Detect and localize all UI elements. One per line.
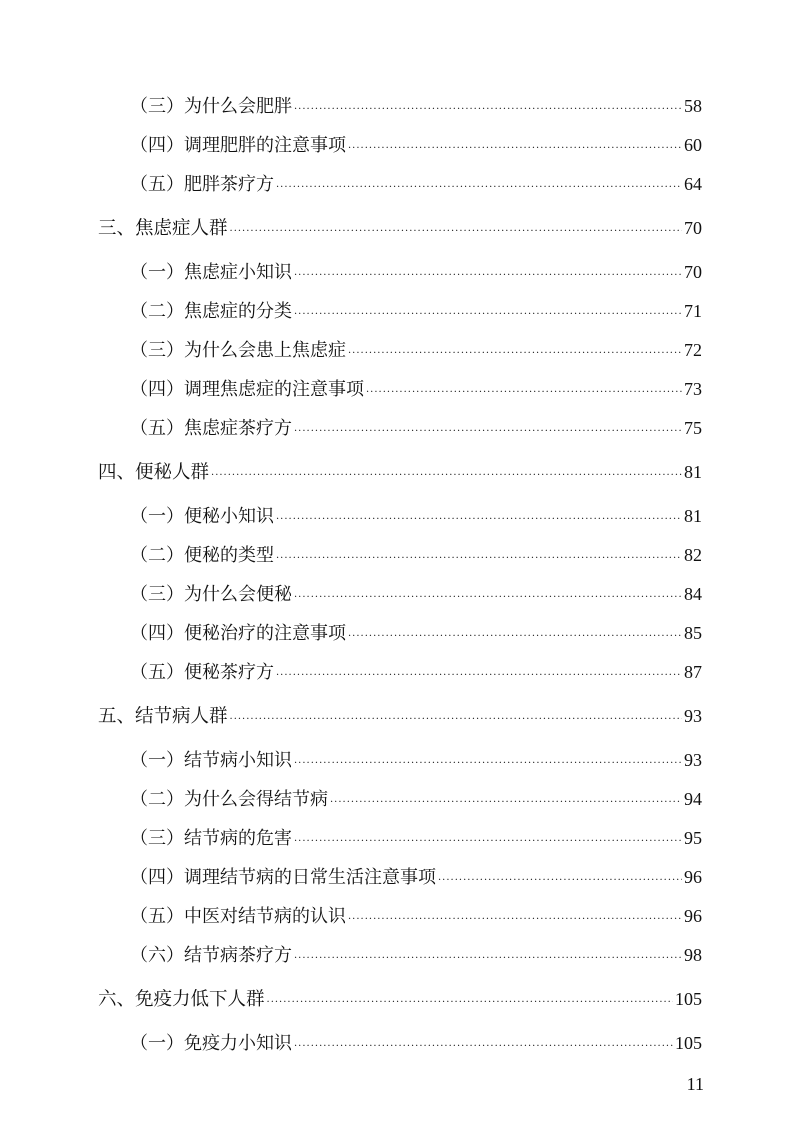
toc-entry-page: 87 xyxy=(684,662,702,682)
toc-chapter-entry[interactable] xyxy=(98,213,702,243)
toc-entry-title: （二）焦虑症的分类 xyxy=(130,301,292,322)
leader-dots xyxy=(348,134,682,164)
toc-entry-page: 71 xyxy=(684,301,702,321)
toc-entry[interactable] xyxy=(130,413,702,443)
leader-dots xyxy=(348,905,682,935)
toc-entry-title: （六）结节病茶疗方 xyxy=(130,945,292,966)
toc-chapter-title: 四、便秘人群 xyxy=(98,462,210,483)
leader-dots xyxy=(294,417,682,447)
toc-entry[interactable] xyxy=(130,91,702,121)
toc-entry-page: 70 xyxy=(684,218,702,238)
toc-entry-title: （四）调理结节病的日常生活注意事项 xyxy=(130,867,436,888)
leader-dots xyxy=(276,173,682,203)
toc-entry[interactable] xyxy=(130,940,702,970)
leader-dots xyxy=(294,300,682,330)
toc-entry-page: 96 xyxy=(684,906,702,926)
toc-entry[interactable] xyxy=(130,784,702,814)
toc-chapter-entry[interactable] xyxy=(98,457,702,487)
toc-entry-page: 105 xyxy=(675,989,702,1009)
leader-dots xyxy=(294,1032,673,1062)
leader-dots xyxy=(294,583,682,613)
toc-entry-page: 98 xyxy=(684,945,702,965)
toc-entry-page: 84 xyxy=(684,584,702,604)
toc-entry[interactable] xyxy=(130,901,702,931)
toc-entry-title: （三）为什么会便秘 xyxy=(130,584,292,605)
toc-entry-page: 64 xyxy=(684,174,702,194)
toc-entry[interactable] xyxy=(130,501,702,531)
leader-dots xyxy=(294,261,682,291)
leader-dots xyxy=(294,944,682,974)
leader-dots xyxy=(330,788,682,818)
toc-entry[interactable] xyxy=(130,335,702,365)
toc-entry[interactable] xyxy=(130,257,702,287)
leader-dots xyxy=(348,622,682,652)
leader-dots xyxy=(294,95,682,125)
toc-entry[interactable] xyxy=(130,579,702,609)
toc-entry-title: （三）为什么会肥胖 xyxy=(130,96,292,117)
toc-entry-title: （五）肥胖茶疗方 xyxy=(130,174,274,195)
toc-entry-title: （二）为什么会得结节病 xyxy=(130,789,328,810)
toc-entry-title: （四）便秘治疗的注意事项 xyxy=(130,623,346,644)
leader-dots xyxy=(294,749,682,779)
toc-entry-title: （四）调理肥胖的注意事项 xyxy=(130,135,346,156)
leader-dots xyxy=(267,988,673,1018)
toc-entry-page: 105 xyxy=(675,1033,702,1053)
leader-dots xyxy=(230,705,682,735)
toc-entry-page: 94 xyxy=(684,789,702,809)
toc-entry-page: 85 xyxy=(684,623,702,643)
toc-entry[interactable] xyxy=(130,745,702,775)
toc-entry-page: 96 xyxy=(684,867,702,887)
leader-dots xyxy=(294,827,682,857)
toc-entry-title: （五）便秘茶疗方 xyxy=(130,662,274,683)
toc-entry-title: （五）焦虑症茶疗方 xyxy=(130,418,292,439)
toc-entry-page: 75 xyxy=(684,418,702,438)
toc-entry-title: （一）结节病小知识 xyxy=(130,750,292,771)
leader-dots xyxy=(366,378,682,408)
toc-chapter-entry[interactable] xyxy=(98,701,702,731)
leader-dots xyxy=(230,217,682,247)
toc-chapter-title: 三、焦虑症人群 xyxy=(98,218,228,239)
toc-entry[interactable] xyxy=(130,169,702,199)
toc-entry[interactable] xyxy=(130,130,702,160)
toc-entry[interactable] xyxy=(130,618,702,648)
leader-dots xyxy=(276,661,682,691)
toc-entry[interactable] xyxy=(130,657,702,687)
toc-entry-page: 58 xyxy=(684,96,702,116)
toc-entry-page: 93 xyxy=(684,750,702,770)
toc-entry[interactable] xyxy=(130,1028,702,1058)
leader-dots xyxy=(438,866,682,896)
toc-entry-title: （三）为什么会患上焦虑症 xyxy=(130,340,346,361)
toc-chapter-title: 五、结节病人群 xyxy=(98,706,228,727)
toc-entry-page: 93 xyxy=(684,706,702,726)
toc-entry-page: 81 xyxy=(684,462,702,482)
toc-entry[interactable] xyxy=(130,862,702,892)
toc-entry-title: （四）调理焦虑症的注意事项 xyxy=(130,379,364,400)
toc-entry-title: （五）中医对结节病的认识 xyxy=(130,906,346,927)
toc-entry-title: （三）结节病的危害 xyxy=(130,828,292,849)
leader-dots xyxy=(211,461,682,491)
leader-dots xyxy=(276,544,682,574)
toc-entry-title: （一）免疫力小知识 xyxy=(130,1033,292,1054)
toc-entry-page: 70 xyxy=(684,262,702,282)
toc-entry-page: 82 xyxy=(684,545,702,565)
toc-chapter-entry[interactable] xyxy=(98,984,702,1014)
toc-entry-page: 60 xyxy=(684,135,702,155)
toc-entry[interactable] xyxy=(130,540,702,570)
toc-entry-page: 81 xyxy=(684,506,702,526)
leader-dots xyxy=(348,339,682,369)
toc-entry[interactable] xyxy=(130,823,702,853)
toc-entry-page: 72 xyxy=(684,340,702,360)
toc-entry-page: 73 xyxy=(684,379,702,399)
page-number: 11 xyxy=(686,1074,704,1094)
toc-chapter-title: 六、免疫力低下人群 xyxy=(98,989,265,1010)
toc-entry[interactable] xyxy=(130,296,702,326)
toc-entry-title: （二）便秘的类型 xyxy=(130,545,274,566)
toc-entry-title: （一）焦虑症小知识 xyxy=(130,262,292,283)
toc-entry[interactable] xyxy=(130,374,702,404)
toc-entry-title: （一）便秘小知识 xyxy=(130,506,274,527)
toc-entry-page: 95 xyxy=(684,828,702,848)
leader-dots xyxy=(276,505,682,535)
